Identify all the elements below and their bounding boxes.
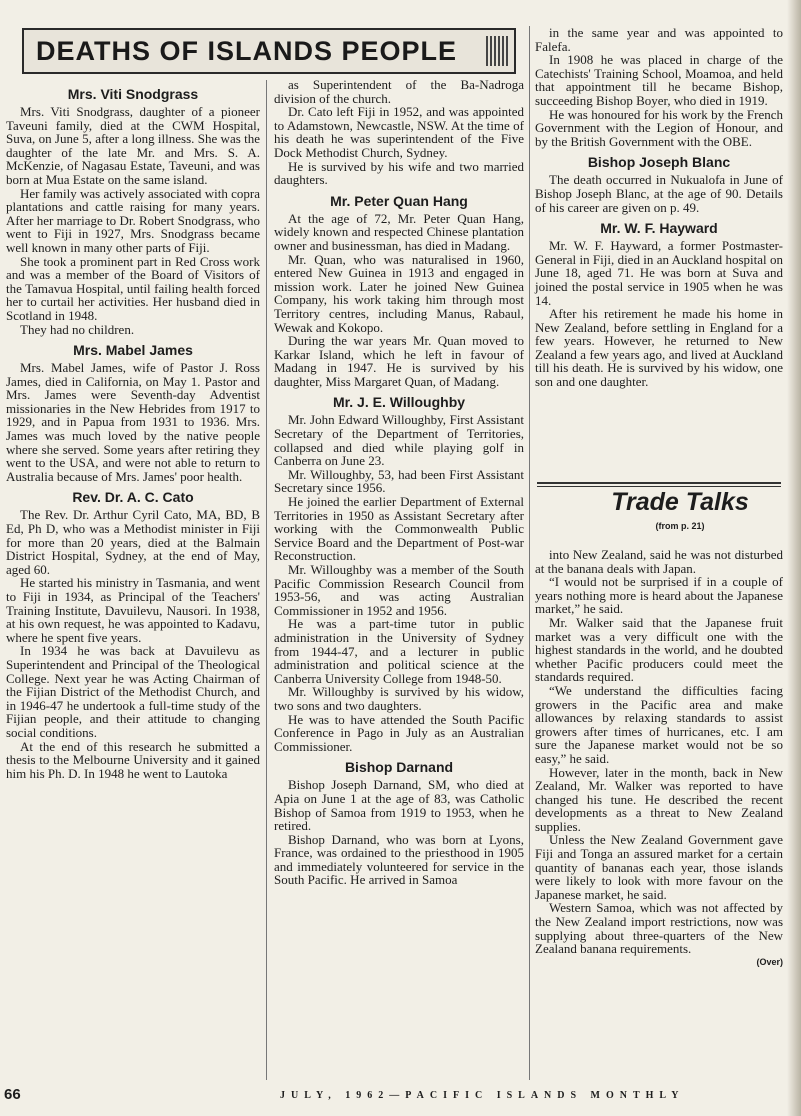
obituary-heading: Mr. W. F. Hayward [600, 220, 718, 237]
paragraph: In 1934 he was back at Davuilevu as Superintendent and Principal of the Theological College. Next year he was Acting Chairman of the Fijian District of the Methodist Church, and in 1946-47 he undertook a full-time study of the Fijian people, and their attitude to changing social conditions. [6, 643, 260, 740]
paragraph: Mr. Quan, who was naturalised in 1960, entered New Guinea in 1913 and engaged in mission work. Later he joined New Guinea Company, his work taking him through most Territory centres, including Manus, Rabaul, Wewak and Kokopo. [274, 251, 524, 335]
paragraph: Mr. John Edward Willoughby, First Assistant Secretary of the Department of Territories, collapsed and died while playing golf in Canberra on June 23. [274, 412, 524, 469]
paragraph: At the age of 72, Mr. Peter Quan Hang, widely known and respected Chinese plantation owner and businessman, has died in Madang. [274, 210, 524, 253]
continued-over-note: (Over) [756, 956, 783, 967]
paragraph: In 1908 he was placed in charge of the Catechists' Training School, Moamoa, and held that appointment till he became Bishop, succeeding Bishop Boyer, who died in 1919. [535, 52, 783, 108]
paragraph: Mrs. Viti Snodgrass, daughter of a pioneer Taveuni family, died at the CWM Hospital, Suva, on June 5, after a long illness. She was the daughter of the late Mr. and Mrs. S. A. McKenzie, of Nagasau Estate, Taveuni, and was born at Mua Estate on the same island. [6, 104, 260, 187]
page-footer [0, 1086, 801, 1110]
obituary-heading: Bishop Joseph Blanc [587, 154, 731, 171]
paragraph: “We understand the difficulties facing growers in the Pacific area and make allowances by relaxing standards to assist growers after times of hurricanes, etc. I am sure the Japanese market would not be so easy,” he said. [535, 682, 783, 766]
masthead-hatching [486, 36, 508, 66]
paragraph: However, later in the month, back in New Zealand, Mr. Walker was reported to have changed his tune. He described the recent developments as a threat to New Zealand supplies. [535, 764, 783, 834]
obituary-heading: Mr. J. E. Willoughby [332, 394, 466, 411]
section-rule [537, 482, 781, 484]
paragraph: He joined the earlier Department of External Territories in 1950 as Assistant Secretary after working with the Commonwealth Public Service Board and the Department of Post-war Reconstruction. [274, 494, 524, 564]
paragraph: Mrs. Mabel James, wife of Pastor J. Ross James, died in California, on May 1. Pastor and Mrs. James were Seventh-day Adventist missionaries in the New Hebrides from 1917 to 1929, and in Papua from 1931 to 1936. Mrs. James was much loved by the native people where she served. Some years after retiring they went to the USA, and were not able to return to Australia because of Mrs. James' poor health. [6, 360, 260, 484]
obituary-heading: Mr. Peter Quan Hang [330, 192, 468, 209]
paragraph: She took a prominent part in Red Cross work and was a member of the Board of Visitors of the Tamavua Hospital, until failing health forced her to curtail her activities. Her husband died in Scotland in 1948. [6, 253, 260, 323]
paragraph: After his retirement he made his home in New Zealand, before settling in England for a few years. However, he returned to New Zealand a few years ago, and lived at Auckland till his death. He is survived by his widow, one son and one daughter. [535, 306, 783, 390]
paragraph: Mr. Willoughby was a member of the South Pacific Commission Research Council from 1953-56, and was acting Australian Commissioner in 1952 and 1956. [274, 562, 524, 618]
page-number: 66 [4, 1086, 21, 1103]
paragraph: Unless the New Zealand Government gave Fiji and Tonga an assured market for a certain quantity of bananas each year, those islands were likely to look with more favour on the Japanese market, he said. [535, 832, 783, 902]
paragraph: into New Zealand, said he was not disturbed at the banana deals with Japan. [535, 547, 783, 576]
column-divider-2 [529, 26, 530, 1080]
paragraph: He was honoured for his work by the French Government with the Legion of Honour, and by the British Government with the OBE. [535, 106, 783, 149]
paragraph: Mr. Walker said that the Japanese fruit market was a very difficult one with the highest standards in the world, and he doubted whether Pacific producers could meet the standards required. [535, 614, 783, 685]
obituary-heading: Mrs. Viti Snodgrass [67, 86, 199, 102]
paragraph: He was to have attended the South Pacific Conference in Pago in July as an Australian Commissioner. [274, 711, 524, 754]
obituary-heading: Rev. Dr. A. C. Cato [72, 489, 194, 506]
column-3 [535, 26, 783, 389]
paragraph: Dr. Cato left Fiji in 1952, and was appointed to Adamstown, Newcastle, NSW. At the time of his death he was superintendent of the Five Dock Methodist Church, Sydney. [274, 104, 524, 160]
paragraph: as Superintendent of the Ba-Nadroga division of the church. [274, 77, 524, 106]
obituary-heading: Bishop Darnand [344, 759, 454, 776]
paragraph: Mr. Willoughby, 53, had been First Assistant Secretary since 1956. [274, 466, 524, 496]
paragraph: Bishop Darnand, who was born at Lyons, France, was ordained to the priesthood in 1905 and immediately volunteered for service in the South Pacific. He arrived in Samoa [274, 831, 524, 888]
column-1 [6, 80, 260, 780]
paragraph: He is survived by his wife and two married daughters. [274, 158, 524, 188]
paragraph: At the end of this research he submitted a thesis to the Melbourne University and it gained him his Ph. D. In 1948 he went to Lautoka [6, 738, 260, 781]
paragraph: Western Samoa, which was not affected by the New Zealand import restrictions, now was supplying about three-quarters of the New Zealand banana requirements. [535, 900, 783, 957]
paragraph: They had no children. [20, 321, 135, 337]
paragraph: in the same year and was appointed to Falefa. [535, 25, 783, 54]
paragraph: During the war years Mr. Quan moved to Karkar Island, which he left in favour of Madang in 1947. He is survived by his daughter, Miss Margaret Quan, of Madang. [274, 333, 524, 389]
trade-talks-title: Trade Talks [611, 488, 749, 516]
section-title: DEATHS OF ISLANDS PEOPLE [36, 36, 458, 66]
paragraph: He was a part-time tutor in public administration in the University of Sydney from 1944-47, and a lecturer in public administration and political science at the Canberra University College from 1948-50. [274, 616, 524, 686]
column-divider-1 [266, 80, 267, 1080]
paragraph: The Rev. Dr. Arthur Cyril Cato, MA, BD, B Ed, Ph D, who was a Methodist minister in Fiji for more than 20 years, died at the Balmain District Hospital, Sydney, at the end of May, aged 60. [6, 507, 260, 577]
obituary-heading: Mrs. Mabel James [73, 342, 193, 359]
section-masthead [22, 28, 516, 74]
trade-talks-body [535, 548, 783, 969]
paragraph: The death occurred in Nukualofa in June of Bishop Joseph Blanc, at the age of 90. Details of his career are given on p. 49. [535, 172, 783, 215]
paragraph: Mr. W. F. Hayward, a former Postmaster-General in Fiji, died in an Auckland hospital on June 18, aged 71. He was born at Suva and joined the postal service in 1905 when he was 14. [535, 238, 783, 308]
continued-from-note: (from p. 21) [655, 521, 705, 531]
paragraph: “I would not be surprised if in a couple of years nothing more is heard about the Japanese market,” he said. [535, 574, 783, 617]
running-footer: JULY, 1962—PACIFIC ISLANDS MONTHLY [280, 1090, 685, 1101]
column-2 [274, 78, 524, 887]
page-edge-shadow [787, 0, 801, 1116]
paragraph: Her family was actively associated with copra plantations and cattle raising for many years. After her marriage to Dr. Robert Snodgrass, who went to Fiji in 1927, Mrs. Snodgrass became well known in many other parts of Fiji. [6, 185, 260, 255]
paragraph: Mr. Willoughby is survived by his widow, two sons and two daughters. [274, 684, 524, 713]
section-rule [537, 486, 781, 487]
paragraph: He started his ministry in Tasmania, and went to Fiji in 1934, as Principal of the Teachers' Training Institute, Davuilevu, Nausori. In 1938, at his own request, he was appointed to Kadavu, where he spent five years. [6, 575, 260, 645]
paragraph: Bishop Joseph Darnand, SM, who died at Apia on June 1 at the age of 83, was Catholic Bishop of Samoa from 1919 to 1953, when he retired. [274, 777, 524, 834]
trade-talks-header [590, 488, 770, 531]
